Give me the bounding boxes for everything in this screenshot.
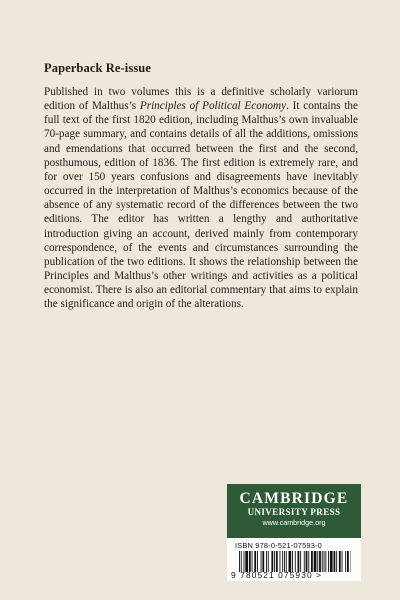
barcode-bar xyxy=(282,551,283,572)
barcode-bar xyxy=(274,551,275,572)
back-cover-blurb xyxy=(44,85,358,312)
barcode-panel xyxy=(227,538,361,581)
barcode-bar xyxy=(308,551,309,572)
barcode-bar xyxy=(271,551,273,572)
barcode-bar xyxy=(347,551,349,572)
barcode-bar xyxy=(252,551,253,572)
barcode-bar xyxy=(304,551,305,572)
barcode-bar xyxy=(257,551,258,572)
reissue-heading: Paperback Re-issue xyxy=(44,61,152,75)
barcode-bar xyxy=(292,551,293,572)
barcode-bar xyxy=(289,551,292,572)
barcode-bar xyxy=(311,551,313,572)
barcode-bar xyxy=(322,551,323,572)
publisher-press: UNIVERSITY PRESS xyxy=(247,507,341,517)
barcode-bar xyxy=(325,551,326,572)
barcode-bar xyxy=(249,551,251,572)
barcode-bar xyxy=(276,551,278,572)
barcode-bar xyxy=(324,551,325,572)
barcode-bar xyxy=(295,551,296,572)
barcode-bar xyxy=(334,551,336,572)
barcode-bar xyxy=(286,551,287,572)
barcode-bar xyxy=(345,551,346,572)
isbn-label: ISBN 978-0-521-07593-0 xyxy=(235,541,322,550)
publisher-url: www.cambridge.org xyxy=(262,518,326,527)
publisher-name: CAMBRIDGE xyxy=(239,490,349,507)
barcode-bar xyxy=(241,551,242,572)
barcode-bar xyxy=(319,551,321,572)
blurb-text-start: Published in two volumes this is a definitive scholarly variorum edition of Malthus’s xyxy=(44,86,358,113)
barcode-bar xyxy=(254,551,256,572)
barcode-bar xyxy=(314,551,317,572)
barcode-bar xyxy=(339,551,341,572)
barcode-bar xyxy=(261,551,262,572)
barcode-bar xyxy=(298,551,300,572)
barcode-bar xyxy=(300,551,301,572)
barcode-bar xyxy=(330,551,333,572)
publisher-logo xyxy=(227,484,361,538)
barcode-bar xyxy=(244,551,245,572)
book-title: Principles of Political Economy xyxy=(139,100,287,113)
barcode-bar xyxy=(239,551,240,572)
barcode-bar xyxy=(284,551,285,572)
barcode-bar xyxy=(268,551,269,572)
barcode-bar xyxy=(328,551,329,572)
barcode-bar xyxy=(266,551,267,572)
blurb-text-rest: . It contains the full text of the first 1820 edition, including Malthus’s own invaluable 70-page summary, and contains details of all the additions, omissions and emendations that occurred between the first and the second, posthumous, edition of 1836. The first edition is extremely rare, and for over 150 years confusions and disagreements have inevitably occurred in the interpretation of Malthus’s economics because of the absence of any systematic record of the differences between the two editions. The editor has written a lengthy and authoritative introduction giving an account, derived mainly from contemporary correspondence, of the events and circumstances surrounding the publication of the two editions. It shows the relationship between the Principles and Malthus’s other writings and activities as a political economist. There is also an editorial commentary that aims to explain the significance and origin of the alterations. xyxy=(44,100,358,311)
barcode-bar xyxy=(280,551,281,572)
barcode-bar xyxy=(262,551,264,572)
barcode-bar xyxy=(317,551,318,572)
barcode-bar xyxy=(245,551,248,572)
barcode-bar xyxy=(342,551,343,572)
barcode-bar xyxy=(306,551,308,572)
barcode-digits: 9 780521 075930 > xyxy=(231,570,323,580)
barcode-bars xyxy=(239,551,351,572)
barcode-bar xyxy=(336,551,337,572)
